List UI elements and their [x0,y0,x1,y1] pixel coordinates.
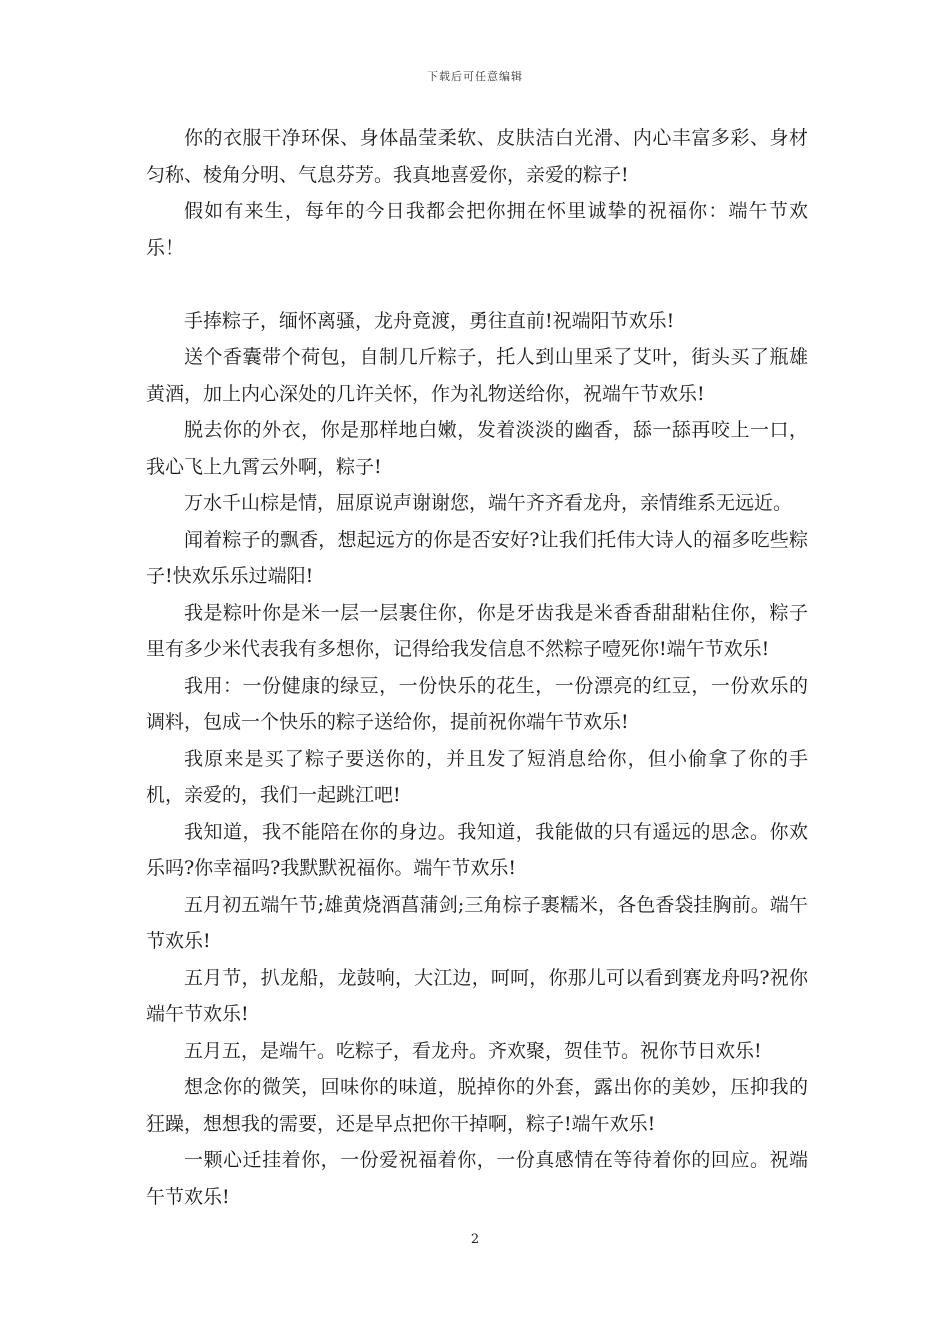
page-header: 下载后可任意编辑 [427,70,523,83]
paragraph: 我是粽叶你是米一层一层裹住你，你是牙齿我是米香香甜甜粘住你，粽子里有多少米代表我有多想你，记得给我发信息不然粽子噎死你!端午节欢乐! [146,601,808,660]
paragraph: 手捧粽子，缅怀离骚，龙舟竟渡，勇往直前!祝端阳节欢乐! [184,309,675,332]
document-body [146,120,808,1215]
paragraph: 假如有来生，每年的今日我都会把你拥在怀里诚挚的祝福你：端午节欢乐！ [146,200,808,259]
paragraph: 你的衣服干净环保、身体晶莹柔软、皮肤洁白光滑、内心丰富多彩、身材匀称、棱角分明、气息芬芳。我真地喜爱你，亲爱的粽子! [146,127,808,186]
paragraph: 脱去你的外衣，你是那样地白嫩，发着淡淡的幽香，舔一舔再咬上一口，我心飞上九霄云外啊，粽子! [146,419,808,478]
paragraph: 一颗心迁挂着你，一份爱祝福着你，一份真感情在等待着你的回应。祝端午节欢乐! [146,1149,808,1208]
blank-line [146,266,808,303]
paragraph: 想念你的微笑，回味你的味道，脱掉你的外套，露出你的美妙，压抑我的狂躁，想想我的需要，还是早点把你干掉啊，粽子!端午欢乐! [146,1076,808,1135]
paragraph: 送个香囊带个荷包，自制几斤粽子，托人到山里采了艾叶，街头买了瓶雄黄酒，加上内心深处的几许关怀，作为礼物送给你，祝端午节欢乐! [146,346,808,405]
paragraph: 五月初五端午节;雄黄烧酒菖蒲剑;三角棕子裹糯米，各色香袋挂胸前。端午节欢乐! [146,893,808,952]
paragraph: 我用：一份健康的绿豆，一份快乐的花生，一份漂亮的红豆，一份欢乐的调料，包成一个快乐的粽子送给你，提前祝你端午节欢乐! [146,674,808,733]
paragraph: 闻着粽子的飘香，想起远方的你是否安好?让我们托伟大诗人的福多吃些粽子!快欢乐乐过端阳! [146,528,808,587]
paragraph: 五月五，是端午。吃粽子，看龙舟。齐欢聚，贺佳节。祝你节日欢乐! [184,1039,762,1062]
paragraph: 万水千山棕是情，屈原说声谢谢您，端午齐齐看龙舟，亲情维系无远近。 [184,492,793,514]
paragraph: 我原来是买了粽子要送你的，并且发了短消息给你，但小偷拿了你的手机，亲爱的，我们一起跳江吧! [146,747,808,806]
paragraph: 五月节，扒龙船，龙鼓响，大江边，呵呵，你那儿可以看到赛龙舟吗?祝你端午节欢乐! [146,966,808,1025]
page-number: 2 [470,1232,480,1247]
paragraph: 我知道，我不能陪在你的身边。我知道，我能做的只有遥远的思念。你欢乐吗?你幸福吗?我默默祝福你。端午节欢乐! [146,820,808,879]
